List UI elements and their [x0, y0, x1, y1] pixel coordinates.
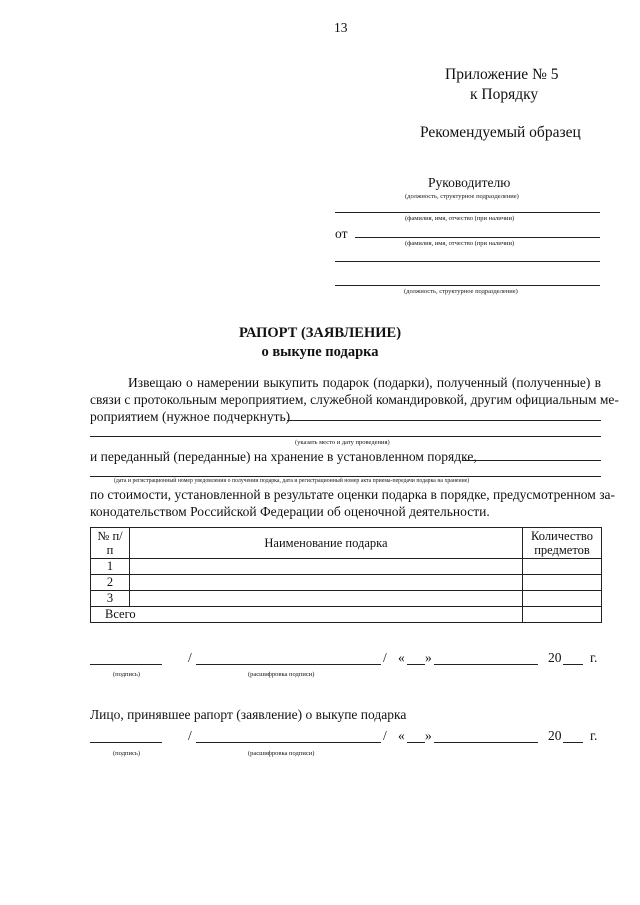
body-p1-line1: Извещаю о намерении выкупить подарок (подарки), полученный (полученные) в	[128, 375, 601, 390]
doc-title-line1: РАПОРТ (ЗАЯВЛЕНИЕ)	[238, 325, 402, 341]
page-number: 13	[334, 20, 348, 35]
hint-position-from: (должность, структурное подразделение)	[404, 288, 518, 295]
from-position-line[interactable]	[335, 285, 600, 286]
row-num: 2	[91, 575, 130, 591]
table-total-row	[91, 607, 602, 623]
row-num: 1	[91, 559, 130, 575]
sign2-g: г.	[590, 728, 598, 743]
sign1-slash2: /	[383, 650, 387, 665]
total-label: Всего	[91, 607, 523, 623]
col-qty-header: Количество предметов	[523, 528, 602, 559]
sign2-year-line[interactable]	[563, 742, 583, 743]
hint-name: (фамилия, имя, отчество (при наличии)	[405, 215, 515, 222]
gift-table	[90, 527, 602, 623]
col-name-header: Наименование подарка	[130, 528, 523, 559]
sign2-close-quote: »	[425, 728, 432, 743]
sign1-g: г.	[590, 650, 598, 665]
sample-label: Рекомендуемый образец	[420, 124, 581, 141]
hint-place: (указать место и дату проведения)	[295, 439, 390, 446]
body-p1-line2: связи с протокольным мероприятием, служебной командировкой, другим официальным ме-	[90, 392, 619, 407]
table-row	[91, 575, 602, 591]
sign1-decode-line[interactable]	[196, 664, 381, 665]
addressee-to: Руководителю	[428, 175, 511, 190]
table-header-row	[91, 528, 602, 559]
sign1-slash: /	[188, 650, 192, 665]
sign2-signature-line[interactable]	[90, 742, 162, 743]
hint-name-from: (фамилия, имя, отчество (при наличии)	[405, 240, 515, 247]
sign2-slash: /	[188, 728, 192, 743]
from-name-line[interactable]	[355, 237, 600, 238]
receiver-label: Лицо, принявшее рапорт (заявление) о выкупе подарка	[90, 707, 407, 722]
row-name-cell[interactable]	[130, 559, 523, 575]
sign2-decode-line[interactable]	[196, 742, 381, 743]
sign1-open-quote: «	[398, 650, 405, 665]
sign2-slash2: /	[383, 728, 387, 743]
appendix-line1: Приложение № 5	[445, 66, 559, 83]
body-p3-line1: по стоимости, установленной в результате оценки подарка в порядке, предусмотренном за-	[90, 487, 616, 502]
sign2-hint-sign: (подпись)	[113, 750, 140, 757]
hint-position: (должность, структурное подразделение)	[405, 193, 519, 200]
addressee-name-line[interactable]	[335, 212, 600, 213]
storage-line[interactable]	[462, 460, 601, 461]
sign2-month-line[interactable]	[434, 742, 538, 743]
row-qty-cell[interactable]	[523, 591, 602, 607]
sign1-month-line[interactable]	[434, 664, 538, 665]
from-extra-line[interactable]	[335, 261, 600, 262]
sign1-hint-sign: (подпись)	[113, 671, 140, 678]
sign2-day-line[interactable]	[407, 742, 425, 743]
sign2-year: 20	[548, 728, 562, 743]
addressee-from: от	[335, 226, 348, 241]
event-line[interactable]	[287, 420, 601, 421]
body-p2: и переданный (переданные) на хранение в установленном порядке,	[90, 449, 477, 464]
body-p3-line2: конодательством Российской Федерации об оценочной деятельности.	[90, 504, 490, 519]
sign2-open-quote: «	[398, 728, 405, 743]
total-qty-cell[interactable]	[523, 607, 602, 623]
body-p1-line3: роприятием (нужное подчеркнуть)	[90, 409, 291, 424]
table-row	[91, 559, 602, 575]
col-num-header: № п/п	[91, 528, 130, 559]
sign1-hint-decode: (расшифровка подписи)	[248, 671, 315, 678]
row-qty-cell[interactable]	[523, 559, 602, 575]
sign2-hint-decode: (расшифровка подписи)	[248, 750, 315, 757]
table-row	[91, 591, 602, 607]
sign1-signature-line[interactable]	[90, 664, 162, 665]
storage-line-2[interactable]	[90, 476, 601, 477]
appendix-line2: к Порядку	[470, 86, 539, 103]
event-line-2[interactable]	[90, 436, 601, 437]
row-num: 3	[91, 591, 130, 607]
row-qty-cell[interactable]	[523, 575, 602, 591]
sign1-year-line[interactable]	[563, 664, 583, 665]
hint-notice: (дата и регистрационный номер уведомления о получении подарка, дата и регистрационный номер акта приема-передачи подарка на хранение)	[114, 478, 470, 484]
row-name-cell[interactable]	[130, 575, 523, 591]
sign1-day-line[interactable]	[407, 664, 425, 665]
doc-title-line2: о выкупе подарка	[261, 344, 379, 360]
sign1-year: 20	[548, 650, 562, 665]
sign1-close-quote: »	[425, 650, 432, 665]
row-name-cell[interactable]	[130, 591, 523, 607]
